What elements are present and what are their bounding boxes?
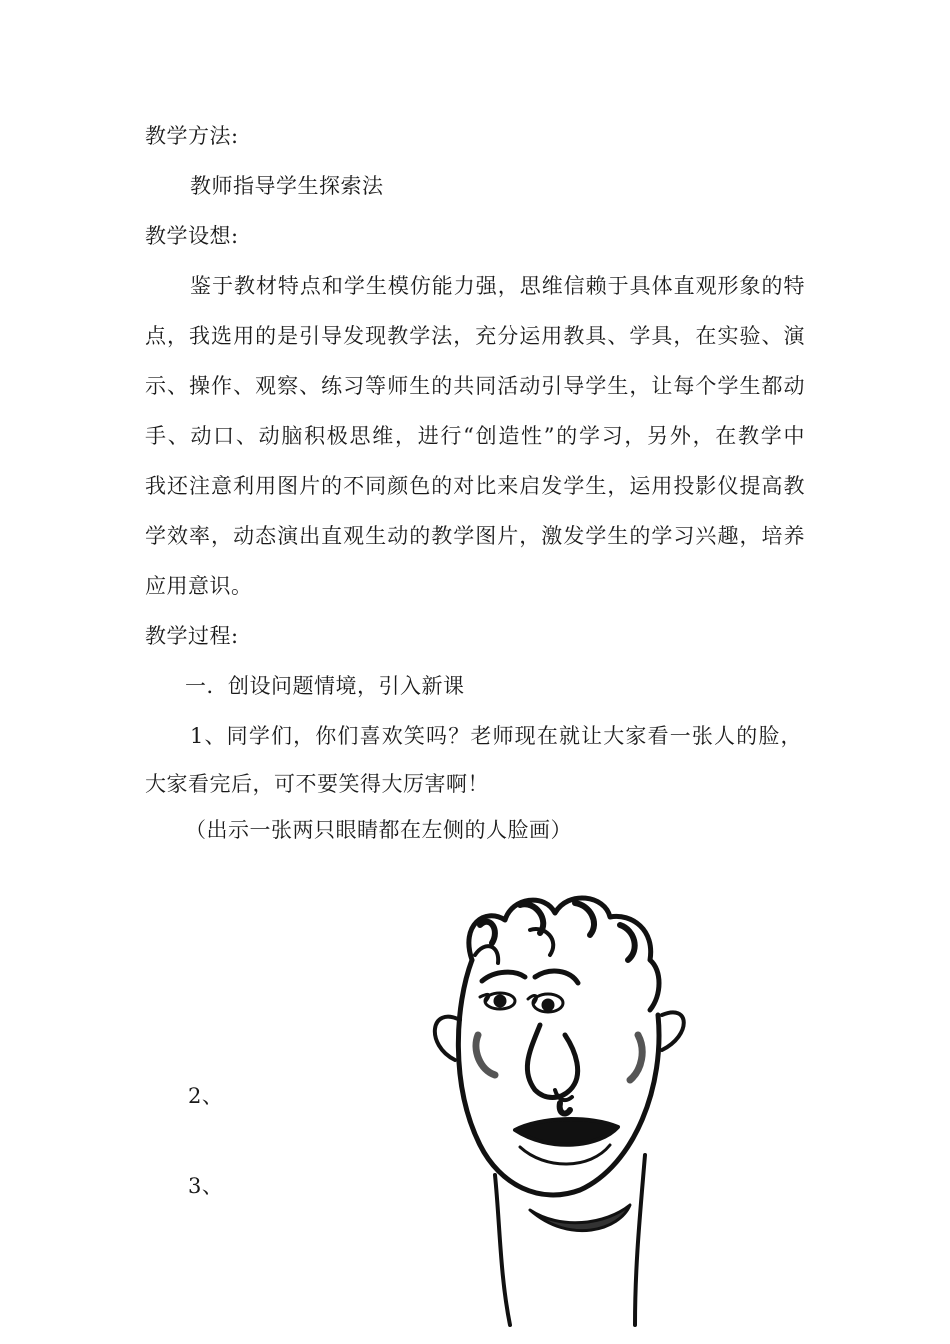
eyebrows xyxy=(482,971,578,983)
right-ear xyxy=(662,1012,684,1050)
chin-shading xyxy=(530,1205,630,1231)
method-text: 教师指导学生探索法 xyxy=(190,174,384,198)
process-heading: 教学过程: xyxy=(145,624,239,648)
mouth xyxy=(515,1119,618,1145)
section-one-heading: 一．创设问题情境，引入新课 xyxy=(185,674,465,698)
item-three-number: 3、 xyxy=(188,1174,224,1198)
item-one-note: （出示一张两只眼睛都在左侧的人脸画） xyxy=(185,818,572,842)
neck xyxy=(495,1155,645,1325)
idea-line-4: 手、动口、动脑积极思维，进行“创造性”的学习，另外，在教学中 xyxy=(145,424,805,448)
cheek-shading xyxy=(476,1035,642,1080)
idea-line-3: 示、操作、观察、练习等师生的共同活动引导学生，让每个学生都动 xyxy=(145,374,805,398)
idea-line-7: 应用意识。 xyxy=(145,574,253,598)
nose xyxy=(527,1025,577,1098)
item-one-line-2: 大家看完后，可不要笑得大厉害啊！ xyxy=(145,772,489,796)
method-heading: 教学方法: xyxy=(145,124,239,148)
idea-line-1: 鉴于教材特点和学生模仿能力强，思维信赖于具体直观形象的特 xyxy=(190,274,805,298)
face-illustration xyxy=(400,885,710,1340)
idea-line-5: 我还注意利用图片的不同颜色的对比来启发学生，运用投影仪提高教 xyxy=(145,474,805,498)
item-two-number: 2、 xyxy=(188,1084,224,1108)
idea-heading: 教学设想: xyxy=(145,224,239,248)
idea-line-6: 学效率，动态演出直观生动的教学图片，激发学生的学习兴趣，培养 xyxy=(145,524,805,548)
item-one-line-1: 1、同学们，你们喜欢笑吗？老师现在就让大家看一张人的脸， xyxy=(190,724,802,748)
idea-line-2: 点，我选用的是引导发现教学法，充分运用教具、学具，在实验、演 xyxy=(145,324,805,348)
